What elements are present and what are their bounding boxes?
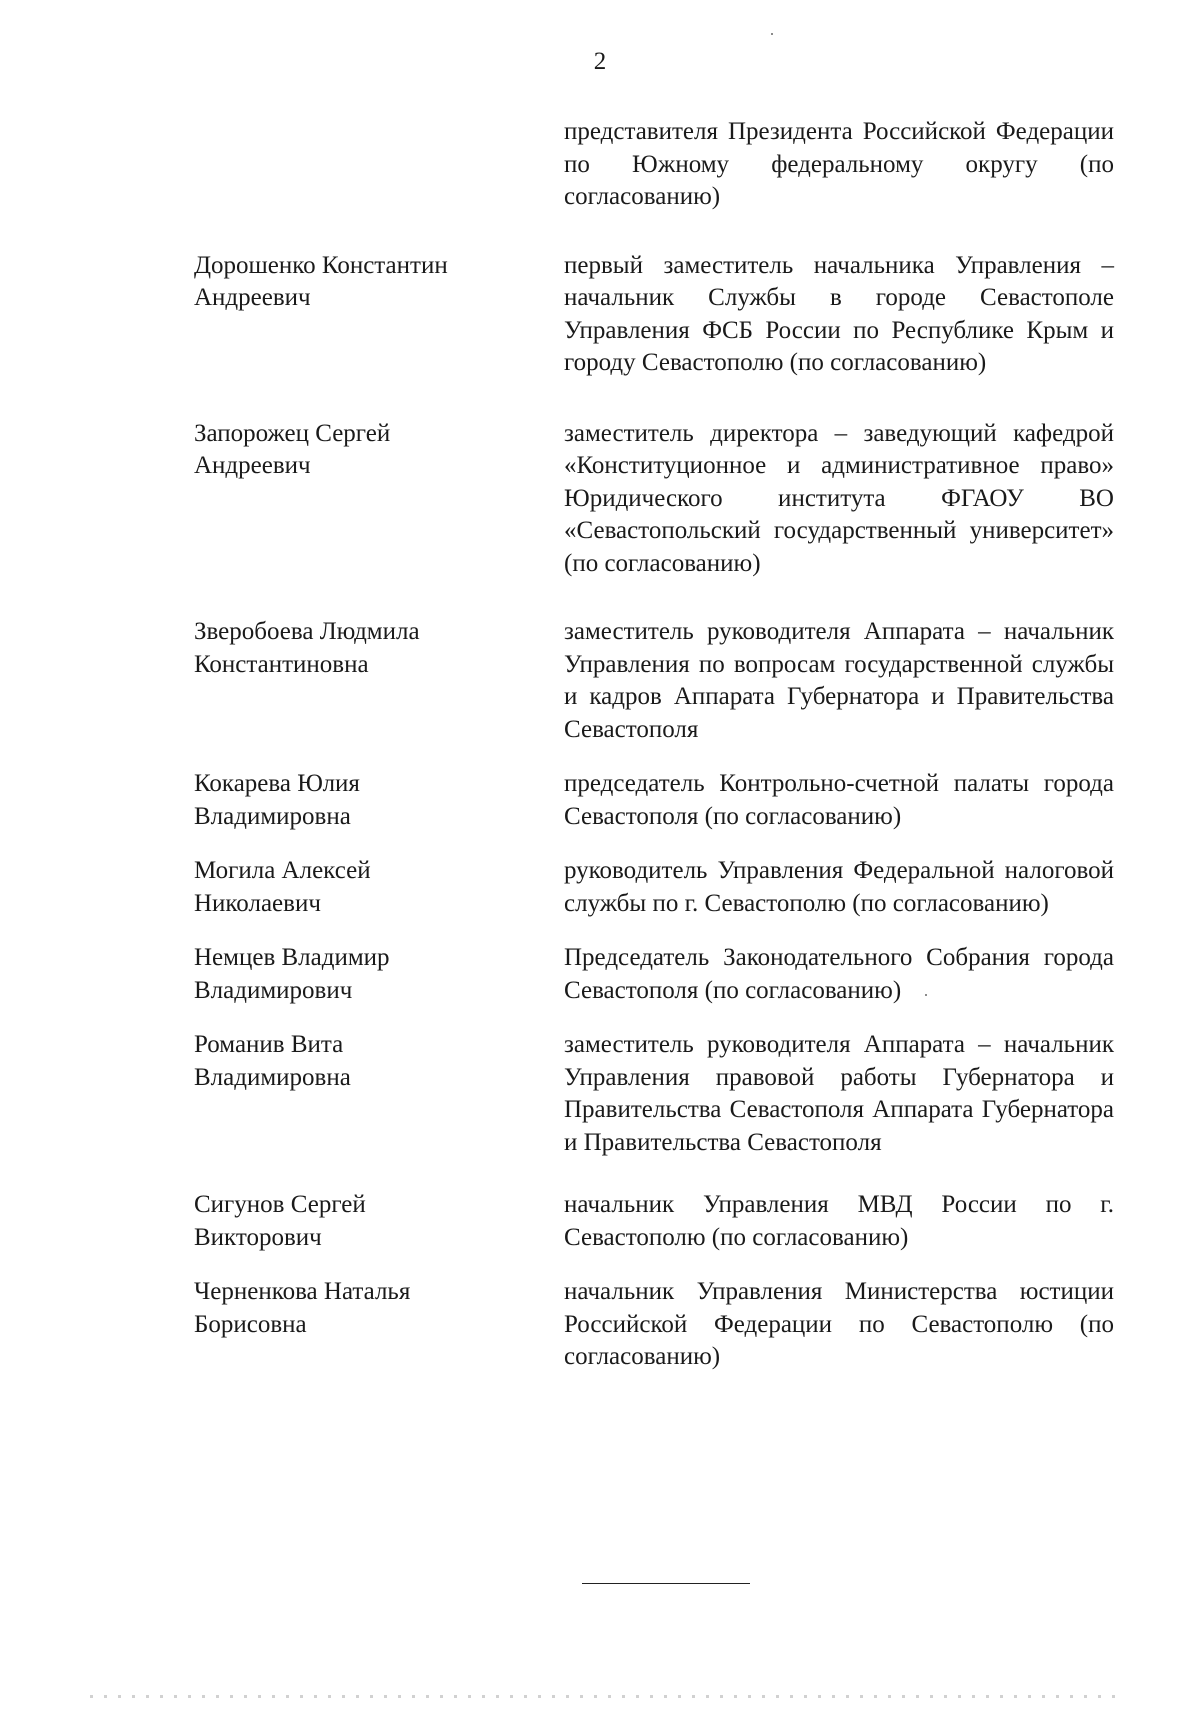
member-row <box>0 616 1200 746</box>
closing-rule <box>582 1583 750 1584</box>
member-name: Зверобоева Людмила Константиновна <box>194 618 420 678</box>
member-row <box>0 418 1200 581</box>
member-position: представителя Президента Российской Федерации по Южному федеральному округу (по согласованию) <box>564 118 1114 210</box>
scan-speck <box>771 33 773 35</box>
member-row <box>0 1029 1200 1159</box>
member-position: первый заместитель начальника Управления – начальник Службы в городе Севастополе Управления ФСБ России по Республике Крым и городу Севастополю (по согласованию) <box>564 251 1114 376</box>
member-position: заместитель руководителя Аппарата – начальник Управления правовой работы Губернатора и Правительства Севастополя Аппарата Губернатора и Правительства Севастополя <box>564 1031 1114 1156</box>
member-name: Сигунов Сергей Викторович <box>194 1191 366 1251</box>
member-position: начальник Управления Министерства юстиции Российской Федерации по Севастополю (по согласованию) <box>564 1278 1114 1370</box>
member-name: Могила Алексей Николаевич <box>194 857 371 917</box>
member-position: заместитель директора – заведующий кафедрой «Конституционное и административное право» Юридического института ФГАОУ ВО «Севастопольский государственный университет» (по согласованию) <box>564 419 1114 577</box>
member-name: Дорошенко Константин Андреевич <box>194 251 448 311</box>
member-position: заместитель руководителя Аппарата – начальник Управления по вопросам государственной службы и кадров Аппарата Губернатора и Правительства Севастополя <box>564 618 1114 743</box>
member-row <box>0 1189 1200 1254</box>
scan-speck <box>925 994 927 996</box>
member-position: Председатель Законодательного Собрания города Севастополя (по согласованию) <box>564 944 1114 1004</box>
page-number: 2 <box>593 48 607 75</box>
member-position: руководитель Управления Федеральной налоговой службы по г. Севастополю (по согласованию) <box>564 857 1114 917</box>
member-name: Кокарева Юлия Владимировна <box>194 770 360 830</box>
member-name: Запорожец Сергей Андреевич <box>194 419 391 479</box>
member-row <box>0 855 1200 920</box>
member-row <box>0 942 1200 1007</box>
member-name: Немцев Владимир Владимирович <box>194 944 390 1004</box>
scan-artifact-line <box>90 1695 1120 1698</box>
member-position: председатель Контрольно-счетной палаты города Севастополя (по согласованию) <box>564 770 1114 830</box>
members-list <box>0 116 1200 1410</box>
member-name: Черненкова Наталья Борисовна <box>194 1278 411 1338</box>
member-row <box>0 250 1200 380</box>
member-name: Романив Вита Владимировна <box>194 1031 351 1091</box>
member-row <box>0 768 1200 833</box>
member-row-continuation <box>0 116 1200 214</box>
member-row <box>0 1276 1200 1374</box>
member-position: начальник Управления МВД России по г. Севастополю (по согласованию) <box>564 1191 1114 1251</box>
